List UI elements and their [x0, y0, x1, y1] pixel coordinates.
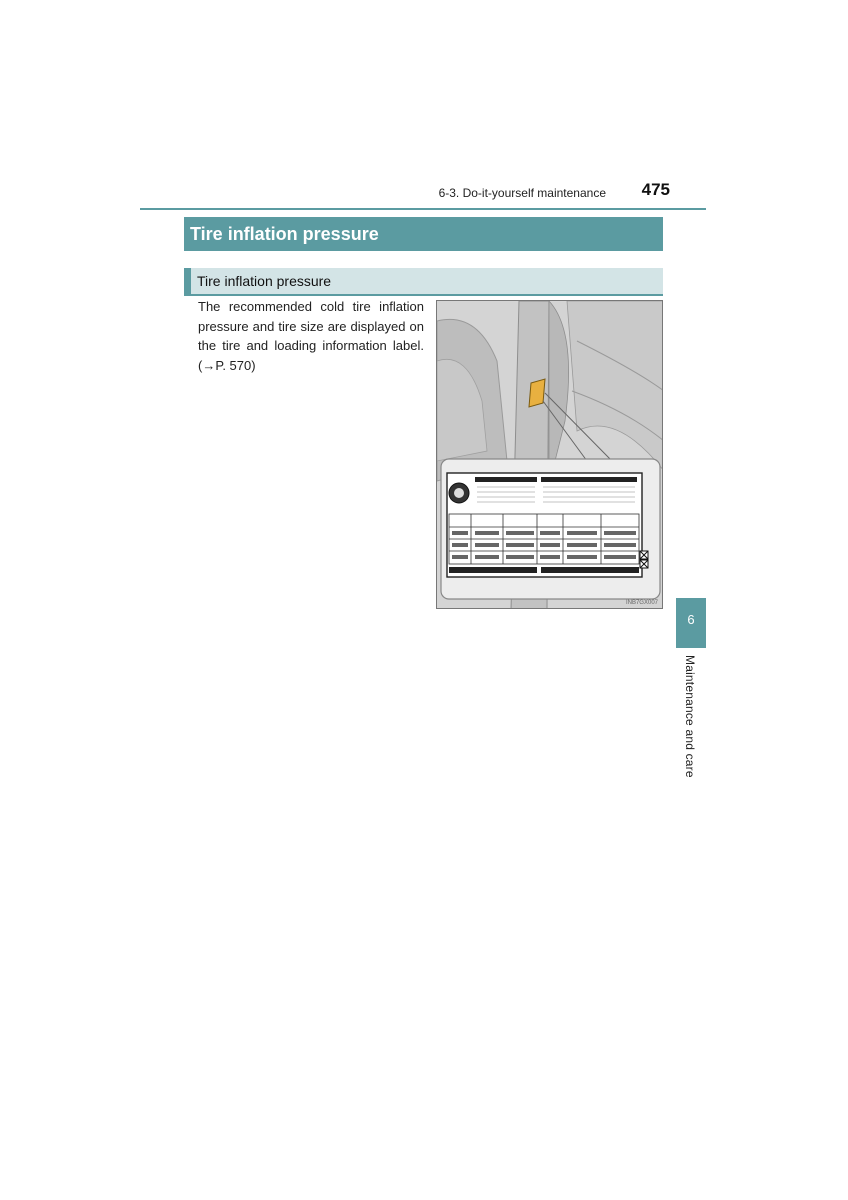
running-header [140, 176, 706, 210]
figure-code: INB7GX007 [625, 600, 658, 606]
section-title: Tire inflation pressure [184, 217, 663, 251]
door-pillar-drawing [437, 301, 663, 609]
subsection-title: Tire inflation pressure [184, 268, 663, 294]
chapter-tab[interactable]: 6 [676, 598, 706, 648]
tire-information-label [447, 473, 648, 577]
section-reference: 6-3. Do-it-yourself maintenance [438, 186, 606, 200]
chapter-label: Maintenance and care [683, 655, 697, 778]
body-paragraph: The recommended cold tire inflation pressure and tire size are displayed on the tire and loading information label. (→P. 570) [198, 299, 424, 373]
page-number: 475 [641, 180, 670, 199]
tire-sticker-icon [529, 379, 545, 407]
tire-label-illustration [436, 300, 663, 609]
